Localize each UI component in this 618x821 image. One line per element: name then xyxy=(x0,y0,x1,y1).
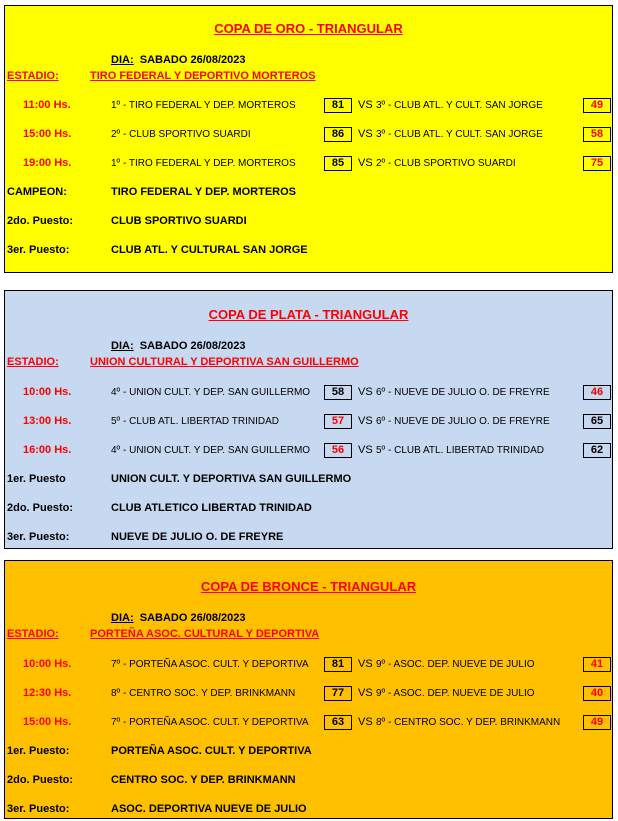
match-score2: 41 xyxy=(583,657,611,672)
estadio-value: PORTEÑA ASOC. CULTURAL Y DEPORTIVA xyxy=(90,628,320,640)
section-title: COPA DE ORO - TRIANGULAR xyxy=(214,21,403,36)
result-label: 3er. Puesto: xyxy=(7,803,70,815)
result-label: 1er. Puesto xyxy=(7,473,66,485)
result-label: 2do. Puesto: xyxy=(7,215,74,227)
match-score2: 62 xyxy=(583,443,611,458)
section-title: COPA DE BRONCE - TRIANGULAR xyxy=(200,579,417,594)
dia-line xyxy=(111,612,246,624)
copa-de-bronce-panel xyxy=(4,560,613,819)
result-label: 3er. Puesto: xyxy=(7,531,70,543)
match-score1: 58 xyxy=(324,385,352,400)
match-time: 10:00 Hs. xyxy=(23,386,72,398)
match-vs: VS xyxy=(358,415,373,427)
match-vs: VS xyxy=(358,128,373,140)
match-score2: 49 xyxy=(583,98,611,113)
match-vs: VS xyxy=(358,716,373,728)
match-time: 15:00 Hs. xyxy=(23,128,72,140)
match-time: 10:00 Hs. xyxy=(23,658,72,670)
match-team1: 4º - UNION CULT. Y DEP. SAN GUILLERMO xyxy=(111,387,311,398)
match-score1: 86 xyxy=(324,127,352,142)
result-label: 2do. Puesto: xyxy=(7,774,74,786)
dia-label: DIA: xyxy=(111,340,134,352)
dia-label: DIA: xyxy=(111,612,134,624)
result-label: 3er. Puesto: xyxy=(7,244,70,256)
match-time: 13:00 Hs. xyxy=(23,415,72,427)
match-score2: 75 xyxy=(583,156,611,171)
match-team2: 6º - NUEVE DE JULIO O. DE FREYRE xyxy=(376,416,550,427)
match-team2: 8º - CENTRO SOC. Y DEP. BRINKMANN xyxy=(376,717,561,728)
estadio-value: TIRO FEDERAL Y DEPORTIVO MORTEROS xyxy=(90,70,316,82)
match-time: 15:00 Hs. xyxy=(23,716,72,728)
match-score1: 57 xyxy=(324,414,352,429)
match-team2: 9º - ASOC. DEP. NUEVE DE JULIO xyxy=(376,659,535,670)
match-score1: 56 xyxy=(324,443,352,458)
match-team2: 2º - CLUB SPORTIVO SUARDI xyxy=(376,158,516,169)
match-team2: 3º - CLUB ATL. Y CULT. SAN JORGE xyxy=(376,129,543,140)
result-label: 2do. Puesto: xyxy=(7,502,74,514)
match-score1: 63 xyxy=(324,715,352,730)
match-team1: 8º - CENTRO SOC. Y DEP. BRINKMANN xyxy=(111,688,296,699)
match-team2: 9º - ASOC. DEP. NUEVE DE JULIO xyxy=(376,688,535,699)
result-value: CLUB ATLETICO LIBERTAD TRINIDAD xyxy=(111,502,312,514)
match-vs: VS xyxy=(358,444,373,456)
match-team2: 5º - CLUB ATL. LIBERTAD TRINIDAD xyxy=(376,445,544,456)
match-time: 19:00 Hs. xyxy=(23,157,72,169)
estadio-label: ESTADIO: xyxy=(7,628,59,640)
match-score1: 81 xyxy=(324,98,352,113)
result-label: 1er. Puesto: xyxy=(7,745,70,757)
match-vs: VS xyxy=(358,658,373,670)
result-value: TIRO FEDERAL Y DEP. MORTEROS xyxy=(111,186,296,198)
result-value: UNION CULT. Y DEPORTIVA SAN GUILLERMO xyxy=(111,473,352,485)
match-team1: 7º - PORTEÑA ASOC. CULT. Y DEPORTIVA xyxy=(111,659,309,670)
match-vs: VS xyxy=(358,687,373,699)
dia-value: SABADO 26/08/2023 xyxy=(139,54,246,66)
match-team1: 1º - TIRO FEDERAL Y DEP. MORTEROS xyxy=(111,158,296,169)
match-score2: 40 xyxy=(583,686,611,701)
estadio-value: UNION CULTURAL Y DEPORTIVA SAN GUILLERMO xyxy=(90,356,359,368)
estadio-label: ESTADIO: xyxy=(7,356,59,368)
match-score2: 58 xyxy=(583,127,611,142)
match-time: 11:00 Hs. xyxy=(23,99,71,111)
result-value: ASOC. DEPORTIVA NUEVE DE JULIO xyxy=(111,803,307,815)
match-team2: 6º - NUEVE DE JULIO O. DE FREYRE xyxy=(376,387,550,398)
match-vs: VS xyxy=(358,157,373,169)
copa-de-oro-panel xyxy=(4,5,613,273)
match-team1: 2º - CLUB SPORTIVO SUARDI xyxy=(111,129,251,140)
result-value: CENTRO SOC. Y DEP. BRINKMANN xyxy=(111,774,296,786)
dia-label: DIA: xyxy=(111,54,134,66)
match-vs: VS xyxy=(358,99,373,111)
match-team1: 7º - PORTEÑA ASOC. CULT. Y DEPORTIVA xyxy=(111,717,309,728)
match-team1: 5º - CLUB ATL. LIBERTAD TRINIDAD xyxy=(111,416,279,427)
match-team2: 3º - CLUB ATL. Y CULT. SAN JORGE xyxy=(376,100,543,111)
section-title: COPA DE PLATA - TRIANGULAR xyxy=(208,307,409,322)
match-score2: 65 xyxy=(583,414,611,429)
result-value: NUEVE DE JULIO O. DE FREYRE xyxy=(111,531,284,543)
match-score1: 85 xyxy=(324,156,352,171)
copa-de-plata-panel xyxy=(4,290,613,549)
match-time: 12:30 Hs. xyxy=(23,687,72,699)
match-score1: 81 xyxy=(324,657,352,672)
match-score1: 77 xyxy=(324,686,352,701)
match-time: 16:00 Hs. xyxy=(23,444,72,456)
result-value: PORTEÑA ASOC. CULT. Y DEPORTIVA xyxy=(111,745,312,757)
match-team1: 4º - UNION CULT. Y DEP. SAN GUILLERMO xyxy=(111,445,311,456)
match-score2: 46 xyxy=(583,385,611,400)
result-value: CLUB ATL. Y CULTURAL SAN JORGE xyxy=(111,244,308,256)
match-score2: 49 xyxy=(583,715,611,730)
dia-value: SABADO 26/08/2023 xyxy=(139,340,246,352)
dia-line xyxy=(111,340,246,352)
result-value: CLUB SPORTIVO SUARDI xyxy=(111,215,247,227)
result-label: CAMPEON: xyxy=(7,186,67,198)
dia-line xyxy=(111,54,246,66)
match-team1: 1º - TIRO FEDERAL Y DEP. MORTEROS xyxy=(111,100,296,111)
dia-value: SABADO 26/08/2023 xyxy=(139,612,246,624)
match-vs: VS xyxy=(358,386,373,398)
estadio-label: ESTADIO: xyxy=(7,70,59,82)
